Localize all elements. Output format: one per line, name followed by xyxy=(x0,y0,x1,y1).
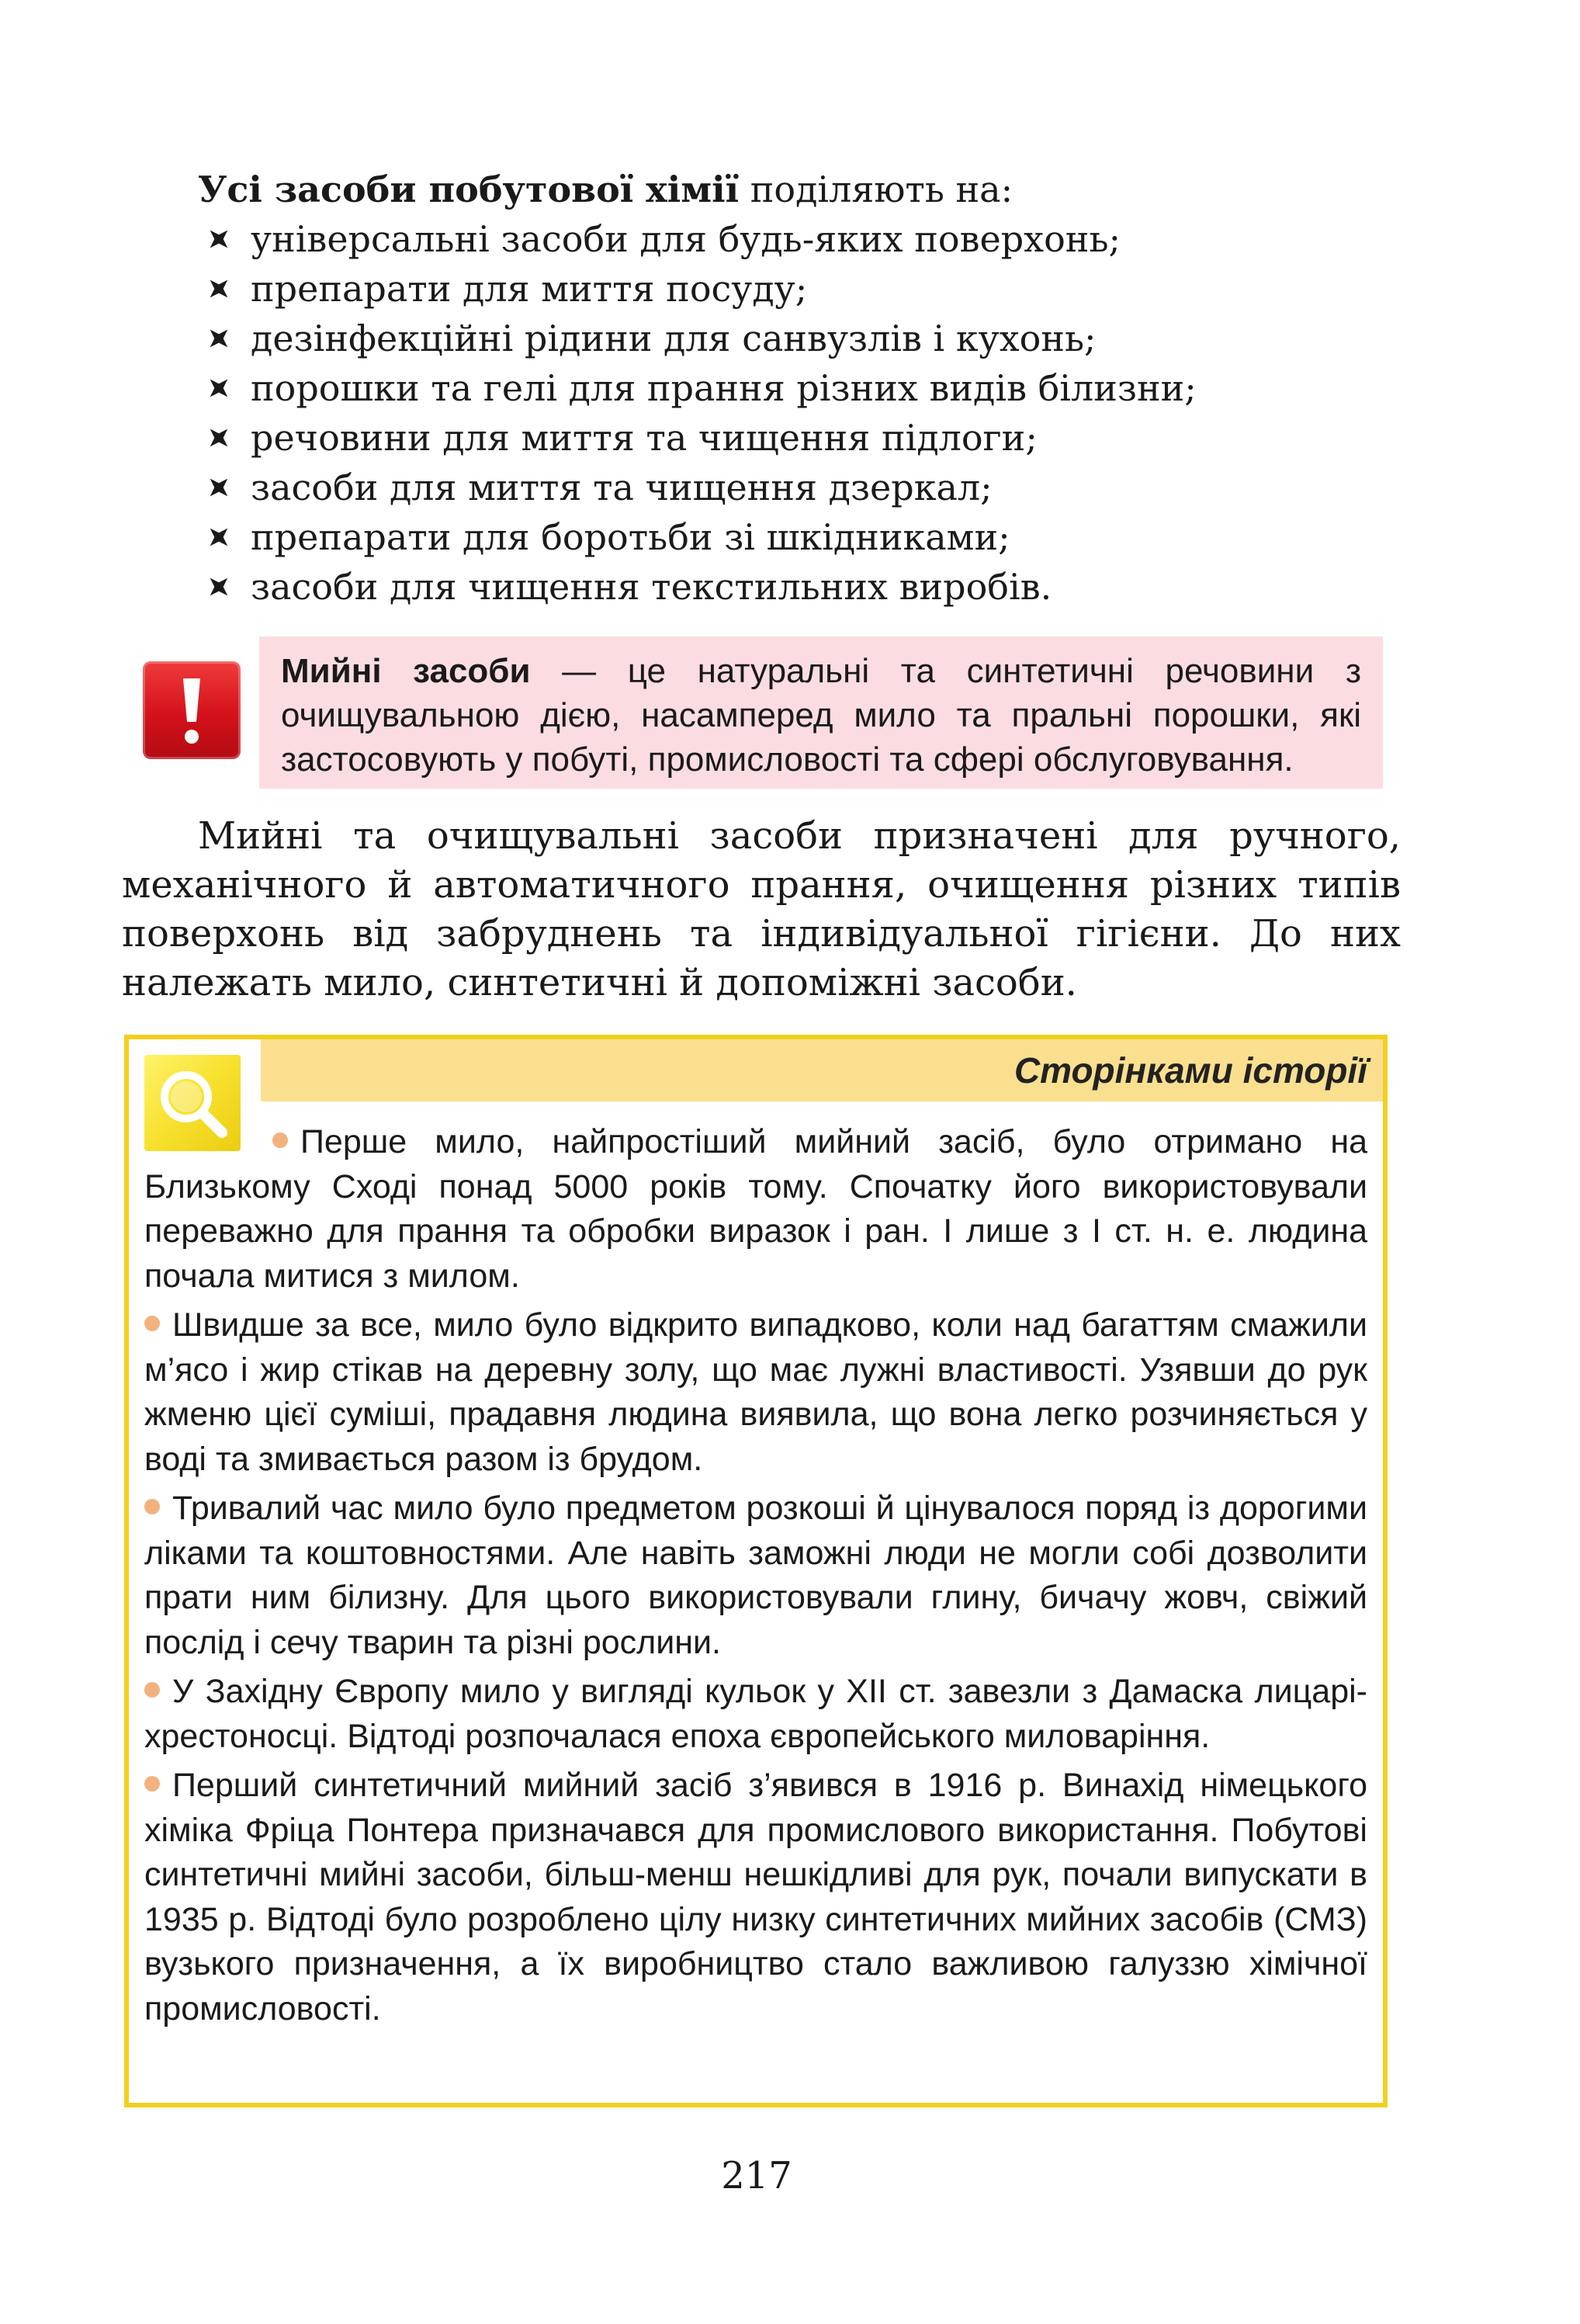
list-item-text: препарати для миття посуду; xyxy=(251,268,808,310)
history-item xyxy=(144,1764,1367,2031)
four-point-star-icon xyxy=(206,276,232,302)
bullet-dot-icon xyxy=(144,1316,160,1331)
main-paragraph xyxy=(122,812,1401,1008)
four-point-star-icon xyxy=(206,325,232,352)
lead-bold: Усі засоби побутової хімії xyxy=(198,168,740,210)
four-point-star-icon xyxy=(206,574,232,600)
four-point-star-icon xyxy=(206,425,232,451)
list-item-text: речовини для миття та чищення підлоги; xyxy=(251,417,1038,459)
history-item xyxy=(144,1486,1367,1665)
four-point-star-icon xyxy=(206,226,232,252)
classification-section xyxy=(198,165,1408,612)
list-item-text: препарати для боротьби зі шкідниками; xyxy=(251,516,1010,558)
page-number: 217 xyxy=(721,2154,792,2197)
history-item xyxy=(144,1303,1367,1482)
history-body xyxy=(144,1120,1367,2036)
definition-term: Мийні засоби xyxy=(281,652,531,690)
list-item xyxy=(206,463,1408,512)
classification-list xyxy=(206,214,1408,612)
history-item xyxy=(144,1120,1367,1299)
history-box xyxy=(124,1035,1388,2107)
list-item-text: дезінфекційні рідини для санвузлів і кухонь; xyxy=(251,317,1097,359)
four-point-star-icon xyxy=(206,524,232,550)
list-item-text: засоби для чищення текстильних виробів. xyxy=(251,566,1052,608)
bullet-dot-icon xyxy=(144,1682,160,1698)
history-item-text: Перший синтетичний мийний засіб з’явився в 1916 р. Винахід німецького хіміка Фріца Понтера призначався для промислового використання. Побутові синтетичні мийні засоби, більш-менш нешкідливі для рук, почали випускати в 1935 р. Відтоді було розроблено цілу низку синтетичних мийних засобів (СМЗ) вузького призначення, а їх виробництво стало важливою галуззю хімічної промисловості. xyxy=(144,1767,1367,2027)
definition-text: — це натуральні та синтетичні речовини з очищувальною дією, насамперед мило та пральні порошки, які застосовують у побуті, промисловості та сфері обслуговування. xyxy=(281,652,1361,779)
four-point-star-icon xyxy=(206,375,232,401)
list-item-text: універсальні засоби для будь-яких поверхонь; xyxy=(251,218,1121,260)
list-item xyxy=(206,314,1408,363)
history-item-text: Швидше за все, мило було відкрито випадково, коли над багаттям смажили м’ясо і жир стікав на деревну золу, що має лужні властивості. Узявши до рук жменю цієї суміші, прадавня людина виявила, що вона легко розчиняється у воді та змивається разом із брудом. xyxy=(144,1306,1367,1478)
history-item-text: У Західну Європу мило у вигляді кульок у XII ст. завезли з Дамаска лицарі-хрестоносці. Відтоді розпочалася епоха європейського миловаріння. xyxy=(144,1673,1367,1755)
lead-rest: поділяють на: xyxy=(739,168,1013,210)
list-item xyxy=(206,562,1408,612)
bullet-dot-icon xyxy=(144,1499,160,1514)
history-title: Сторінками історії xyxy=(261,1039,1383,1101)
list-item-text: засоби для миття та чищення дзеркал; xyxy=(251,467,993,508)
bullet-dot-icon xyxy=(144,1776,160,1792)
list-item xyxy=(206,214,1408,264)
main-paragraph-text: Мийні та очищувальні засоби призначені для ручного, механічного й автоматичного прання, очищення різних типів поверхонь від забруднень та індивідуальної гігієни. До них належать мило, синтетичні й допоміжні засоби. xyxy=(122,814,1401,1004)
list-item xyxy=(206,264,1408,314)
list-item xyxy=(206,512,1408,562)
exclamation-icon xyxy=(143,661,241,759)
history-item-text: Перше мило, найпростіший мийний засіб, було отримано на Близькому Сході понад 5000 років тому. Спочатку його використовували переважно для прання та обробки виразок і ран. І лише з І ст. н. е. людина почала митися з милом. xyxy=(144,1123,1367,1295)
list-item-text: порошки та гелі для прання різних видів білизни; xyxy=(251,367,1197,409)
list-item xyxy=(206,413,1408,463)
bullet-dot-icon xyxy=(272,1133,288,1148)
history-item xyxy=(144,1670,1367,1759)
four-point-star-icon xyxy=(206,474,232,501)
history-item-text: Тривалий час мило було предметом розкоші й цінувалося поряд із дорогими ліками та коштовностями. Але навіть заможні люди не могли собі дозволити прати ним білизну. Для цього використовували глину, бичачу жовч, свіжий послід і сечу тварин та різні рослини. xyxy=(144,1490,1367,1661)
definition-callout xyxy=(259,636,1383,789)
classification-lead xyxy=(198,165,1408,214)
list-item xyxy=(206,363,1408,413)
